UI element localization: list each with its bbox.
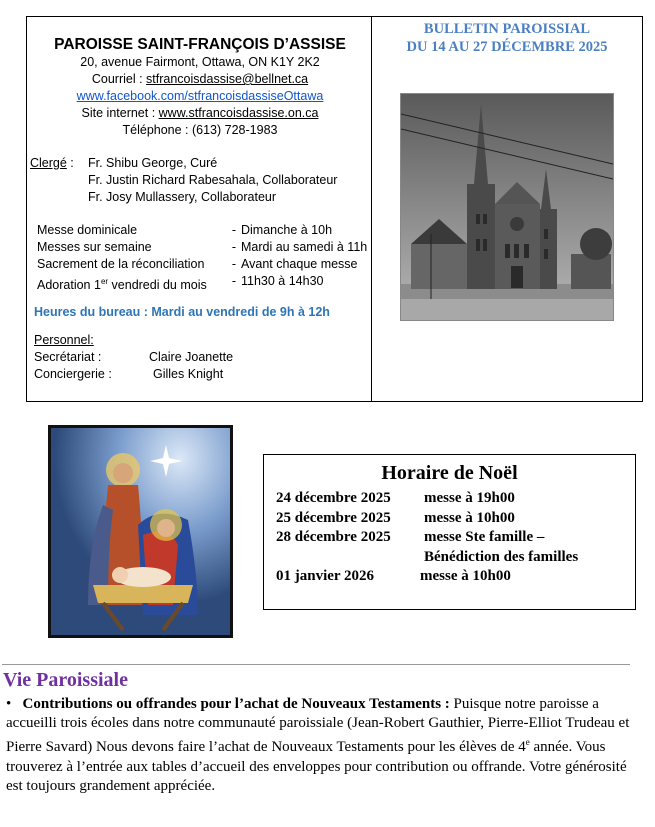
christmas-row: 24 décembre 2025 messe à 19h00 xyxy=(276,490,515,506)
staff-label: Personnel: xyxy=(34,333,94,348)
site-link[interactable]: www.stfrancoisdassise.on.ca xyxy=(158,106,319,120)
christmas-schedule-box xyxy=(263,454,636,610)
schedule-row: Messes sur semaine - Mardi au samedi à 11h xyxy=(37,240,368,254)
staff-section xyxy=(30,332,370,383)
vie-paroissiale-heading: Vie Paroissiale xyxy=(3,669,128,691)
christmas-row: Bénédiction des familles xyxy=(424,548,579,565)
clergy-section: Clergé : Fr. Shibu George, Curé Fr. Justin Richard Rabesahala, Collaborateur Fr. Josy Mullassery, Collaborateur xyxy=(30,155,370,206)
item-body: Puisque notre paroisse a accueilli trois écoles dans notre communauté paroissiale (Jean-Robert Gauthier, Pierre-Elliot Trudeau et Pierre Savard) Nous devons faire l’achat de Nouveaux Testaments pour les élèves de 4 xyxy=(6,696,630,756)
clergy-member: Fr. Justin Richard Rabesahala, Collaborateur xyxy=(88,173,338,187)
staff-row: Conciergerie : Gilles Knight xyxy=(34,367,224,382)
clergy-label: Clergé xyxy=(30,156,67,170)
parish-info xyxy=(30,20,370,383)
bulletin-title: BULLETIN PAROISSIAL xyxy=(423,21,591,37)
christmas-row: 25 décembre 2025 messe à 10h00 xyxy=(276,509,515,526)
item-body-end: année. Vous trouverez à l’entrée aux tables d’accueil des enveloppes pour contribution ou offrande. Votre générosité est toujours grandement appréciée. xyxy=(6,739,627,794)
section-divider xyxy=(2,664,630,665)
schedule-list xyxy=(30,222,370,294)
bulletin-heading xyxy=(372,20,642,56)
site-label: Site internet : xyxy=(81,106,159,120)
box-divider xyxy=(371,16,372,402)
schedule-row: Messe dominicale - Dimanche à 10h xyxy=(37,223,333,237)
parish-email-line xyxy=(30,71,370,88)
schedule-row: Adoration 1er vendredi du mois - 11h30 à 14h30 xyxy=(37,274,324,293)
parish-site-line xyxy=(30,105,370,122)
item-title: Contributions ou offrandes pour l’achat de Nouveaux Testaments : xyxy=(22,696,450,712)
clergy-member: Fr. Josy Mullassery, Collaborateur xyxy=(88,190,277,204)
parish-address: 20, avenue Fairmont, Ottawa, ON K1Y 2K2 xyxy=(80,55,320,69)
christmas-row: 28 décembre 2025 messe Ste famille – xyxy=(276,529,545,545)
item-sup: e xyxy=(525,737,530,748)
christmas-row: 01 janvier 2026 messe à 10h00 xyxy=(276,568,511,584)
email-label: Courriel : xyxy=(91,72,147,86)
facebook-link[interactable]: www.facebook.com/stfrancoisdassiseOttawa xyxy=(76,89,324,103)
schedule-row: Sacrement de la réconciliation - Avant chaque messe xyxy=(37,257,358,271)
parish-name: PAROISSE SAINT-FRANÇOIS D’ASSISE xyxy=(54,36,346,53)
email-link[interactable]: stfrancoisdassise@bellnet.ca xyxy=(146,72,309,86)
staff-row: Secrétariat : Claire Joanette xyxy=(34,350,234,365)
vie-paroissiale-item xyxy=(6,695,646,796)
church-photo xyxy=(400,93,614,321)
nativity-image xyxy=(48,425,233,638)
clergy-member: Fr. Shibu George, Curé xyxy=(88,156,218,170)
bullet: • xyxy=(6,696,12,712)
office-hours: Heures du bureau : Mardi au vendredi de 9h à 12h xyxy=(34,305,330,320)
bulletin-dates: DU 14 AU 27 DÉCEMBRE 2025 xyxy=(406,39,608,55)
christmas-schedule-title: Horaire de Noël xyxy=(381,462,518,484)
parish-phone: Téléphone : (613) 728-1983 xyxy=(122,123,278,137)
